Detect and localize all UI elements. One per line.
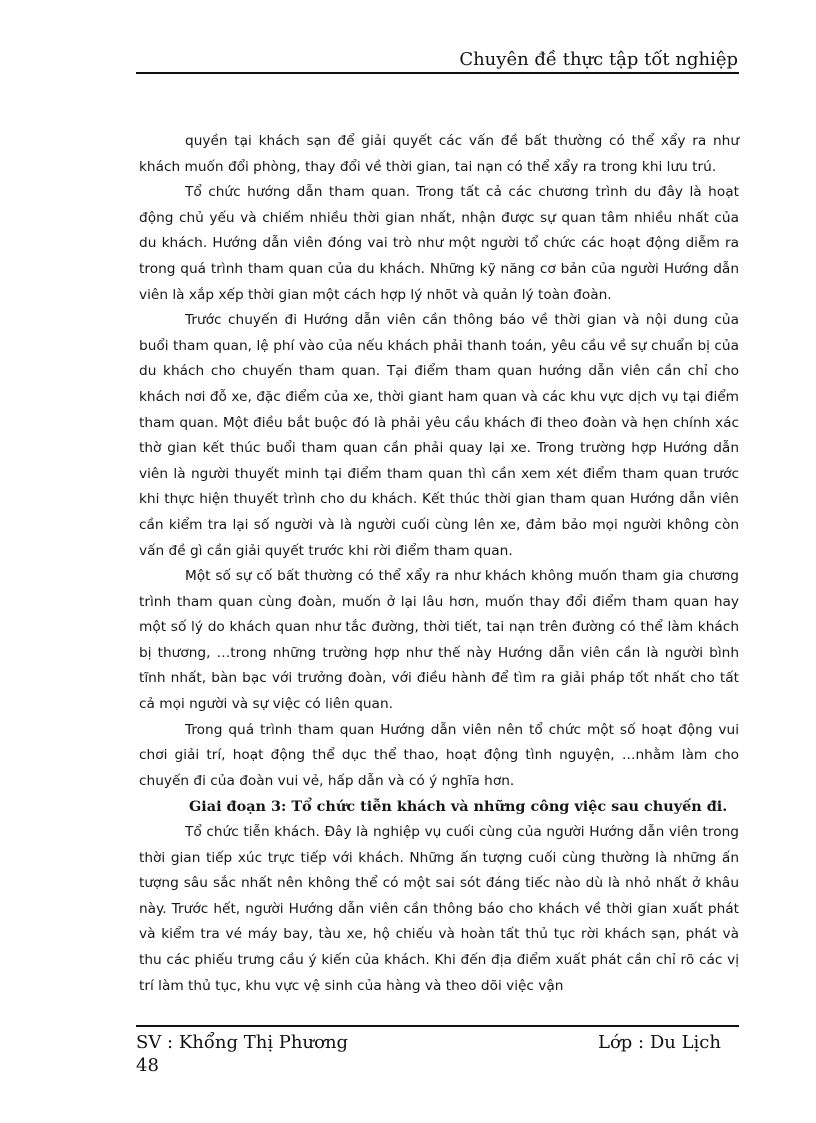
paragraph: Trong quá trình tham quan Hướng dẫn viên nên tổ chức một số hoạt động vui chơi giải trí, hoạt động thể dục thể thao, hoạt động tình nguyện, …nhằm làm cho chuyến đi của đoàn vui vẻ, hấp dẫn và có ý nghĩa hơn. <box>139 721 739 789</box>
footer-class-name: Lớp : Du Lịch <box>598 1032 721 1053</box>
paragraph: quyền tại khách sạn để giải quyết các vấn đề bất thường có thể xẩy ra như khách muốn đổi phòng, thay đổi về thời gian, tai nạn có thể xẩy ra trong khi lưu trú. <box>139 133 739 175</box>
header-rule <box>136 72 739 74</box>
header-title: Chuyên đề thực tập tốt nghiệp <box>459 49 738 70</box>
paragraph: Tổ chức hướng dẫn tham quan. Trong tất cả các chương trình du đây là hoạt động chủ yếu và chiếm nhiều thời gian nhất, nhận được sự quan tâm nhiều nhất của du khách. Hướng dẫn viên đóng vai trò như một người tổ chức các hoạt động diễm ra trong quá trình tham quan của du khách. Những kỹ năng cơ bản của người Hướng dẫn viên là xắp xếp thời gian một cách hợp lý nhõt và quản lý toàn đoàn. <box>139 184 739 303</box>
paragraph: Trước chuyến đi Hướng dẫn viên cần thông báo về thời gian và nội dung của buổi tham quan, lệ phí vào của nếu khách phải thanh toán, yêu cầu về sự chuẩn bị của du khách cho chuyến tham quan. Tại điểm tham quan hướng dẫn viên cần chỉ cho khách nơi đỗ xe, đặc điểm của xe, thời giant ham quan và các khu vực dịch vụ tại điểm tham quan. Một điều bắt buộc đó là phải yêu cầu khách đi theo đoàn và hẹn chính xác thờ gian kết thúc buổi tham quan cần phải quay lại xe. Trong trường hợp Hướng dẫn viên là người thuyết minh tại điểm tham quan thì cần xem xét điểm tham quan trước khi thực hiện thuyết trình cho du khách. Kết thúc thời gian tham quan Hướng dẫn viên cần kiểm tra lại số người và là người cuối cùng lên xe, đảm bảo mọi người không còn vấn đề gì cần giải quyết trước khi rời điểm tham quan. <box>139 312 739 559</box>
section-heading: Giai đoạn 3: Tổ chức tiễn khách và những công việc sau chuyến đi. <box>189 798 728 816</box>
footer-student-name: SV : Khổng Thị Phương <box>136 1032 349 1053</box>
paragraph: Một số sự cố bất thường có thể xẩy ra như khách không muốn tham gia chương trình tham quan cùng đoàn, muốn ở lại lâu hơn, muốn thay đổi điểm tham quan hay một số lý do khách quan như tắc đường, thời tiết, tai nạn trên đường có thể làm khách bị thương, …trong những trường hợp như thế này Hướng dẫn viên cần là người bình tĩnh nhất, bàn bạc với trưởng đoàn, với điều hành để tìm ra giải pháp tốt nhất cho tất cả mọi người và sự việc có liên quan. <box>139 568 739 713</box>
page-number: 48 <box>136 1055 159 1076</box>
paragraph: Tổ chức tiễn khách. Đây là nghiệp vụ cuối cùng của người Hướng dẫn viên trong thời gian tiếp xúc trực tiếp với khách. Những ấn tượng cuối cùng thường là những ấn tượng sâu sắc nhất nên không thể có một sai sót đáng tiếc nào dù là nhỏ nhất ở khâu này. Trước hết, người Hướng dẫn viên cần thông báo cho khách về thời gian xuất phát và kiểm tra vé máy bay, tàu xe, hộ chiếu và hoàn tất thủ tục rời khách sạn, phát và thu các phiếu trưng cầu ý kiến của khách. Khi đến địa điểm xuất phát cần chỉ rõ các vị trí làm thủ tục, khu vực vệ sinh của hàng và theo dõi việc vận <box>139 824 739 994</box>
body-text <box>139 129 739 999</box>
footer-rule <box>136 1025 739 1027</box>
